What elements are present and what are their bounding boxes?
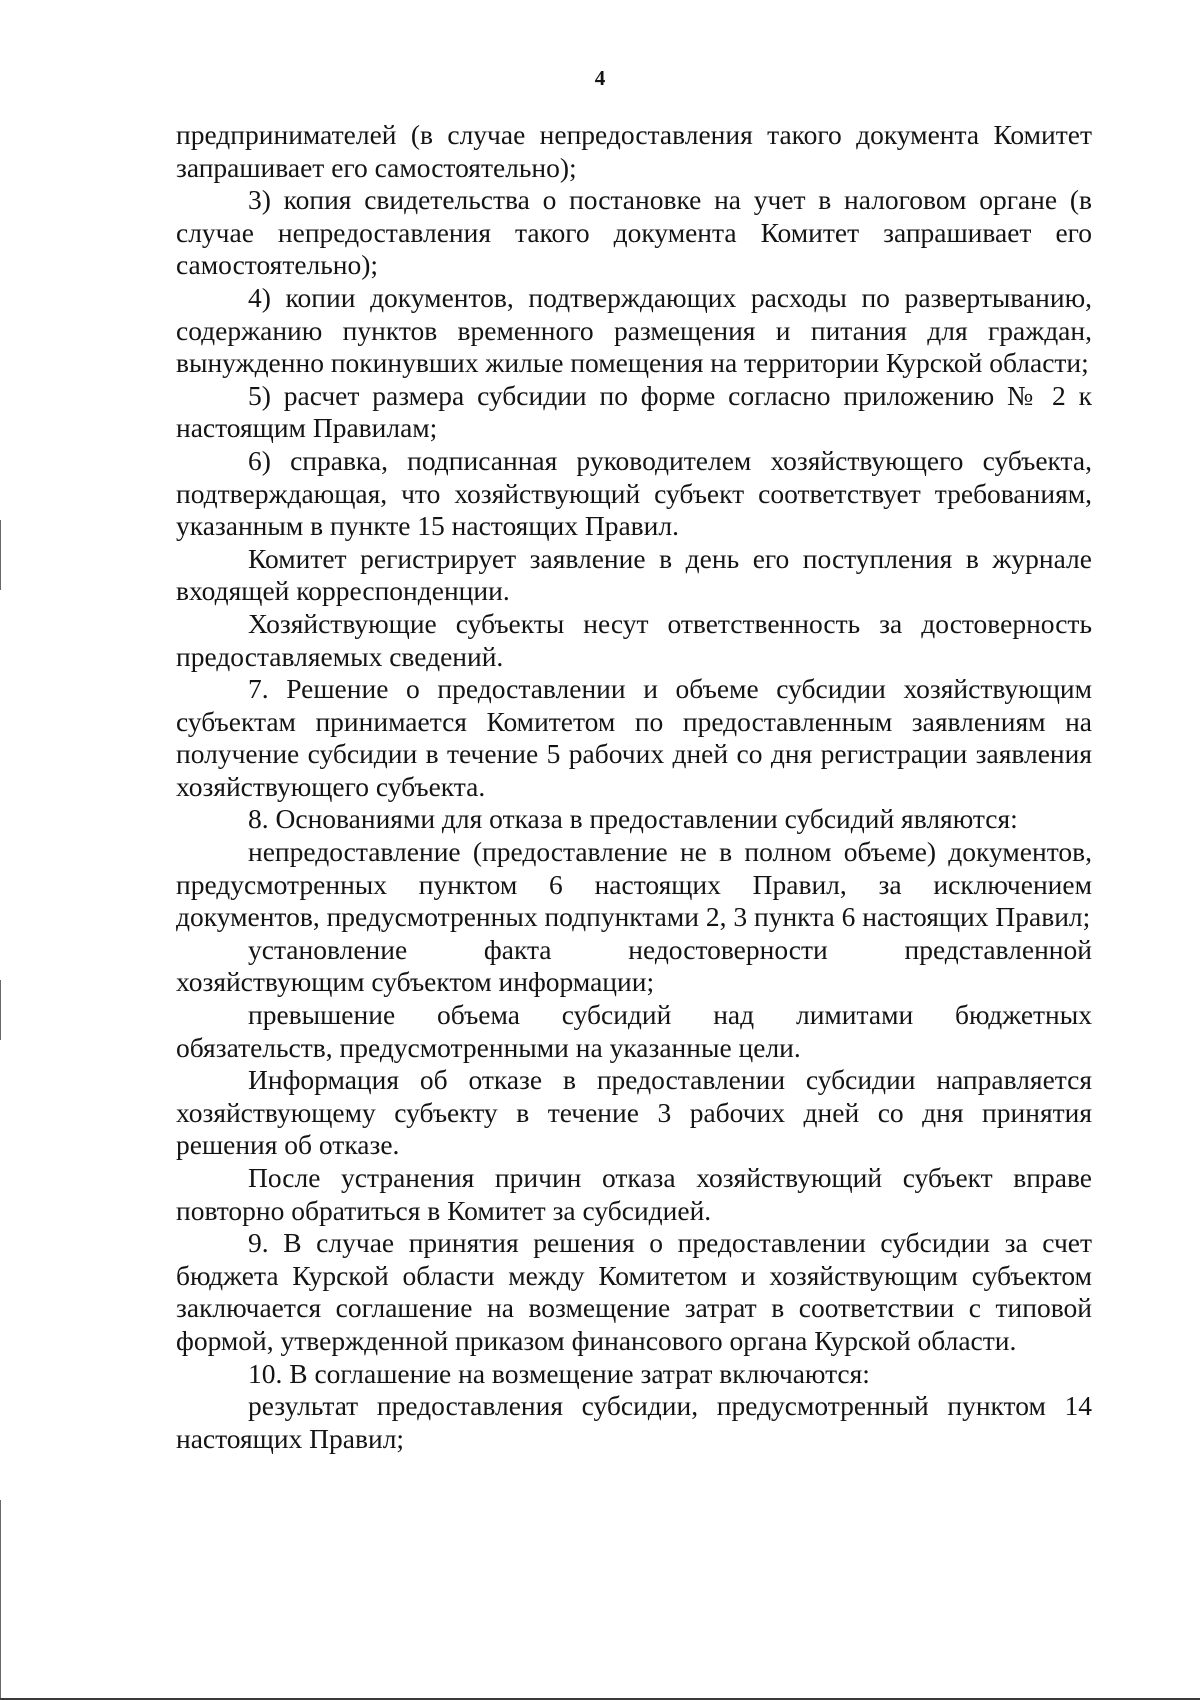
paragraph-item-5: 5) расчет размера субсидии по форме согласно приложению № 2 к настоящим Правилам; bbox=[176, 379, 1092, 444]
paragraph-refusal-ground-3-line-2: обязательств, предусмотренными на указанные цели. bbox=[176, 1031, 801, 1063]
scan-edge-mark bbox=[0, 1500, 1, 1700]
paragraph-item-6: 6) справка, подписанная руководителем хозяйствующего субъекта, подтверждающая, что хозяйствующий субъект соответствует требованиям, указанным в пункте 15 настоящих Правил. bbox=[176, 444, 1092, 542]
paragraph-responsibility: Хозяйствующие субъекты несут ответственность за достоверность предоставляемых сведений. bbox=[176, 607, 1092, 672]
paragraph-clause-8: 8. Основаниями для отказа в предоставлении субсидий являются: bbox=[248, 803, 1018, 835]
paragraph-refusal-ground-3-line-1: превышение объема субсидий над лимитами бюджетных bbox=[248, 999, 1092, 1031]
paragraph-refusal-ground-1: непредоставление (предоставление не в полном объеме) документов, предусмотренных пунктом 6 настоящих Правил, за исключением документов, предусмотренных подпунктами 2, 3 пункта 6 настоящих Правил; bbox=[176, 836, 1092, 933]
paragraph-clause-10: 10. В соглашение на возмещение затрат включаются: bbox=[248, 1357, 870, 1389]
paragraph-item-3: 3) копия свидетельства о постановке на учет в налоговом органе (в случае непредоставления такого документа Комитет запрашивает его самостоятельно); bbox=[176, 184, 1092, 281]
scan-edge-mark bbox=[0, 980, 1, 1040]
paragraph-refusal-notice: Информация об отказе в предоставлении субсидии направляется хозяйствующему субъекту в течение 3 рабочих дней со дня принятия решения об отказе. bbox=[176, 1064, 1092, 1161]
paragraph-item-4: 4) копии документов, подтверждающих расходы по развертыванию, содержанию пунктов временного размещения и питания для граждан, вынужденно покинувших жилые помещения на территории Курской области; bbox=[176, 281, 1092, 379]
paragraph-agreement-result: результат предоставления субсидии, предусмотренный пунктом 14 настоящих Правил; bbox=[176, 1390, 1092, 1454]
paragraph-refusal-ground-2-line-1: установление факта недостоверности представленной bbox=[248, 933, 1092, 965]
paragraph-reapply: После устранения причин отказа хозяйствующий субъект вправе повторно обратиться в Комитет за субсидией. bbox=[176, 1162, 1092, 1226]
paragraph-registration: Комитет регистрирует заявление в день его поступления в журнале входящей корреспонденции. bbox=[176, 542, 1092, 607]
paragraph-refusal-ground-2-line-2: хозяйствующим субъектом информации; bbox=[176, 966, 655, 998]
scan-edge-mark bbox=[0, 520, 1, 590]
paragraph-continuation: предпринимателей (в случае непредоставления такого документа Комитет запрашивает его самостоятельно); bbox=[176, 119, 1092, 183]
paragraph-clause-7: 7. Решение о предоставлении и объеме субсидии хозяйствующим субъектам принимается Комитетом по предоставленным заявлениям на получение субсидии в течение 5 рабочих дней со дня регистрации заявления хозяйствующего субъекта. bbox=[176, 673, 1092, 802]
document-body bbox=[176, 119, 1092, 1455]
paragraph-clause-9: 9. В случае принятия решения о предоставлении субсидии за счет бюджета Курской области между Комитетом и хозяйствующим субъектом заключается соглашение на возмещение затрат в соответствии с типовой формой, утвержденной приказом финансового органа Курской области. bbox=[176, 1227, 1092, 1356]
page-number: 4 bbox=[594, 66, 606, 90]
